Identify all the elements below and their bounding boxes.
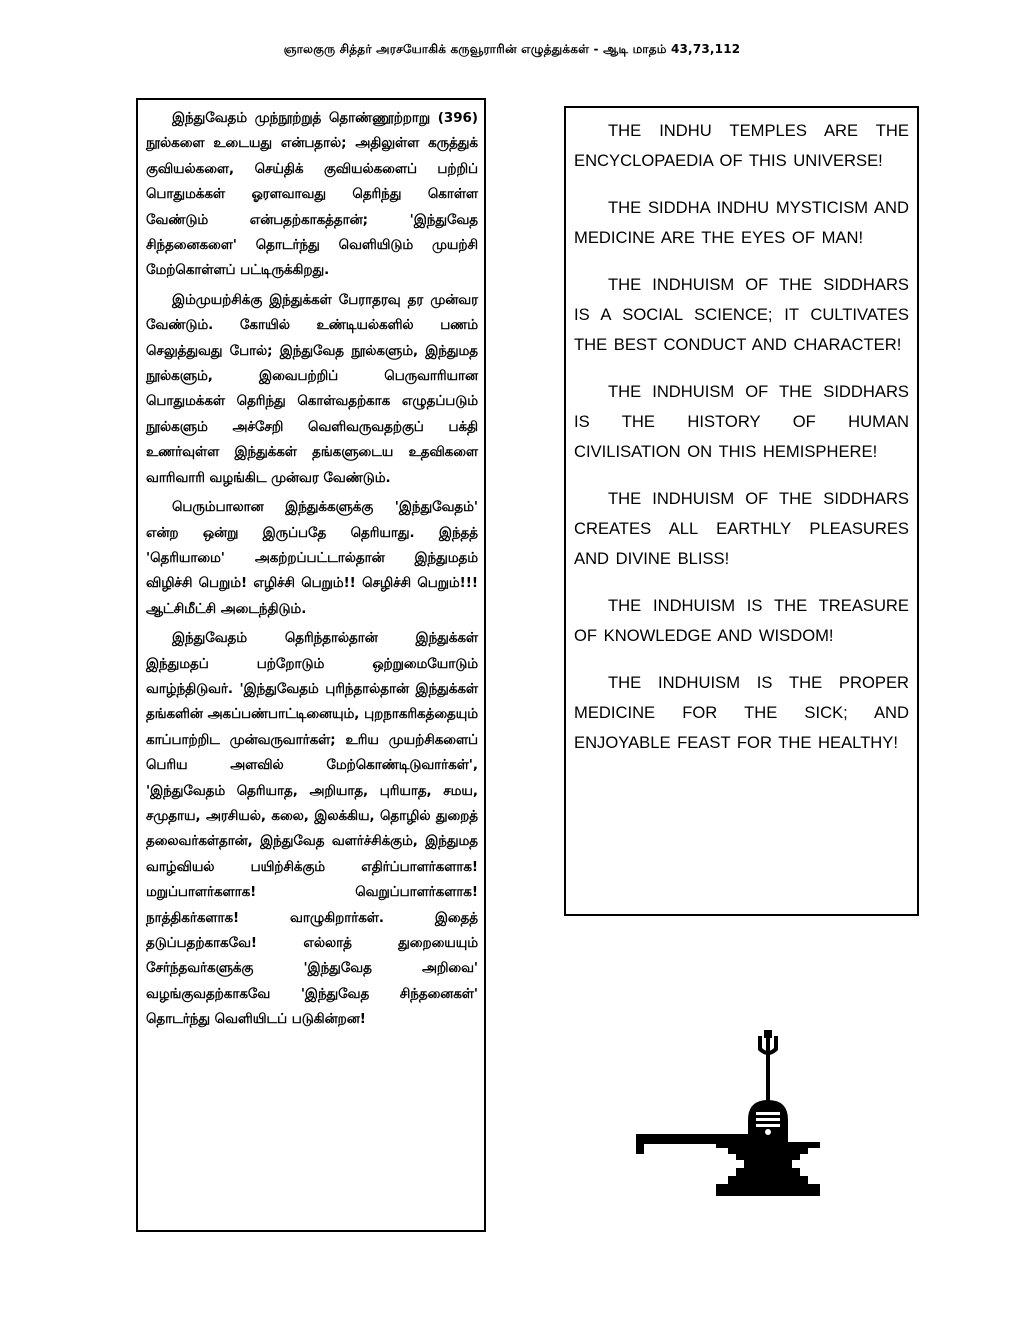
tamil-text-box (136, 98, 486, 1232)
tamil-paragraph: இந்துவேதம் தெரிந்தால்தான் இந்துக்கள் இந்துமதப் பற்றோடும் ஒற்றுமையோடும் வாழ்ந்திடுவர். 'இந்துவேதம் புரிந்தால்தான் இந்துக்கள் தங்களின் அகப்பண்பாட்டினையும், புறநாகரிகத்தையும் காப்பாற்றிட முன்வருவார்கள்; உரிய முயற்சிகளைப் பெரிய அளவில் மேற்கொண்டிடுவார்கள்', 'இந்துவேதம் தெரியாத, அறியாத, புரியாத, சமய, சமுதாய, அரசியல், கலை, இலக்கிய, தொழில் துறைத் தலைவர்கள்தான், இந்துவேத வளர்ச்சிக்கும், இந்துமத வாழ்வியல் பயிற்சிக்கும் எதிர்ப்பாளர்களாக! மறுப்பாளர்களாக! வெறுப்பாளர்களாக! நாத்திகர்களாக! வாழுகிறார்கள். இதைத் தடுப்பதற்காகவே! எல்லாத் துறையையும் சேர்ந்தவர்களுக்கு 'இந்துவேத அறிவை' வழங்குவதற்காகவே 'இந்துவேத சிந்தனைகள்' தொடர்ந்து வெளியிடப் படுகின்றன! (146, 631, 478, 1028)
tamil-paragraph: இம்முயற்சிக்கு இந்துக்கள் பேராதரவு தர முன்வர வேண்டும். கோயில் உண்டியல்களில் பணம் செலுத்துவது போல்; இந்துவேத நூல்களும், இந்துமத நூல்களும், இவைபற்றிப் பெருவாரியான பொதுமக்கள் தெரிந்து கொள்வதற்காக எழுதப்படும் நூல்களும் அச்சேறி வெளிவருவதற்குப் பக்தி உணர்வுள்ள இந்துக்கள் தங்களுடைய உதவிகளை வாரிவாரி வழங்கிட முன்வர வேண்டும். (146, 292, 478, 486)
shiva-lingam-trident-icon (630, 1030, 870, 1210)
english-paragraph: THE INDHUISM OF THE SIDDHARS CREATES ALL EARTHLY PLEASURES AND DIVINE BLISS! (574, 489, 909, 568)
english-paragraph: THE SIDDHA INDHU MYSTICISM AND MEDICINE ARE THE EYES OF MAN! (574, 198, 909, 247)
english-paragraph: THE INDHUISM IS THE PROPER MEDICINE FOR THE SICK; AND ENJOYABLE FEAST FOR THE HEALTHY! (574, 673, 909, 752)
english-paragraph: THE INDHU TEMPLES ARE THE ENCYCLOPAEDIA OF THIS UNIVERSE! (574, 121, 909, 170)
english-paragraph: THE INDHUISM IS THE TREASURE OF KNOWLEDGE AND WISDOM! (574, 596, 909, 645)
tamil-paragraph: இந்துவேதம் முந்நூற்றுத் தொண்ணூற்றாறு (396) நூல்களை உடையது என்பதால்; அதிலுள்ள கருத்துக் குவியல்களை, செய்திக் குவியல்களைப் பற்றிப் பொதுமக்கள் ஓரளவாவது தெரிந்து கொள்ள வேண்டும் என்பதற்காகத்தான்; 'இந்துவேத சிந்தனைகளை' தொடர்ந்து வெளியிடும் முயற்சி மேற்கொள்ளப் பட்டிருக்கிறது. (146, 111, 478, 279)
page-header: ஞாலகுரு சித்தர் அரசயோகிக் கருவூராரின் எழுத்துக்கள் - ஆடி மாதம் 43,73,112 (283, 42, 741, 56)
english-paragraph: THE INDHUISM OF THE SIDDHARS IS THE HISTORY OF HUMAN CIVILISATION ON THIS HEMISPHERE! (574, 382, 909, 461)
english-text-box (564, 106, 919, 916)
tamil-paragraph: பெரும்பாலான இந்துக்களுக்கு 'இந்துவேதம்' என்ற ஒன்று இருப்பதே தெரியாது. இந்தத் 'தெரியாமை' அகற்றப்பட்டால்தான் இந்துமதம் விழிச்சி பெறும்! எழிச்சி பெறும்!! செழிச்சி பெறும்!!! ஆட்சிமீட்சி அடைந்திடும். (146, 500, 478, 617)
english-paragraph: THE INDHUISM OF THE SIDDHARS IS A SOCIAL SCIENCE; IT CULTIVATES THE BEST CONDUCT AND CHARACTER! (574, 275, 909, 354)
